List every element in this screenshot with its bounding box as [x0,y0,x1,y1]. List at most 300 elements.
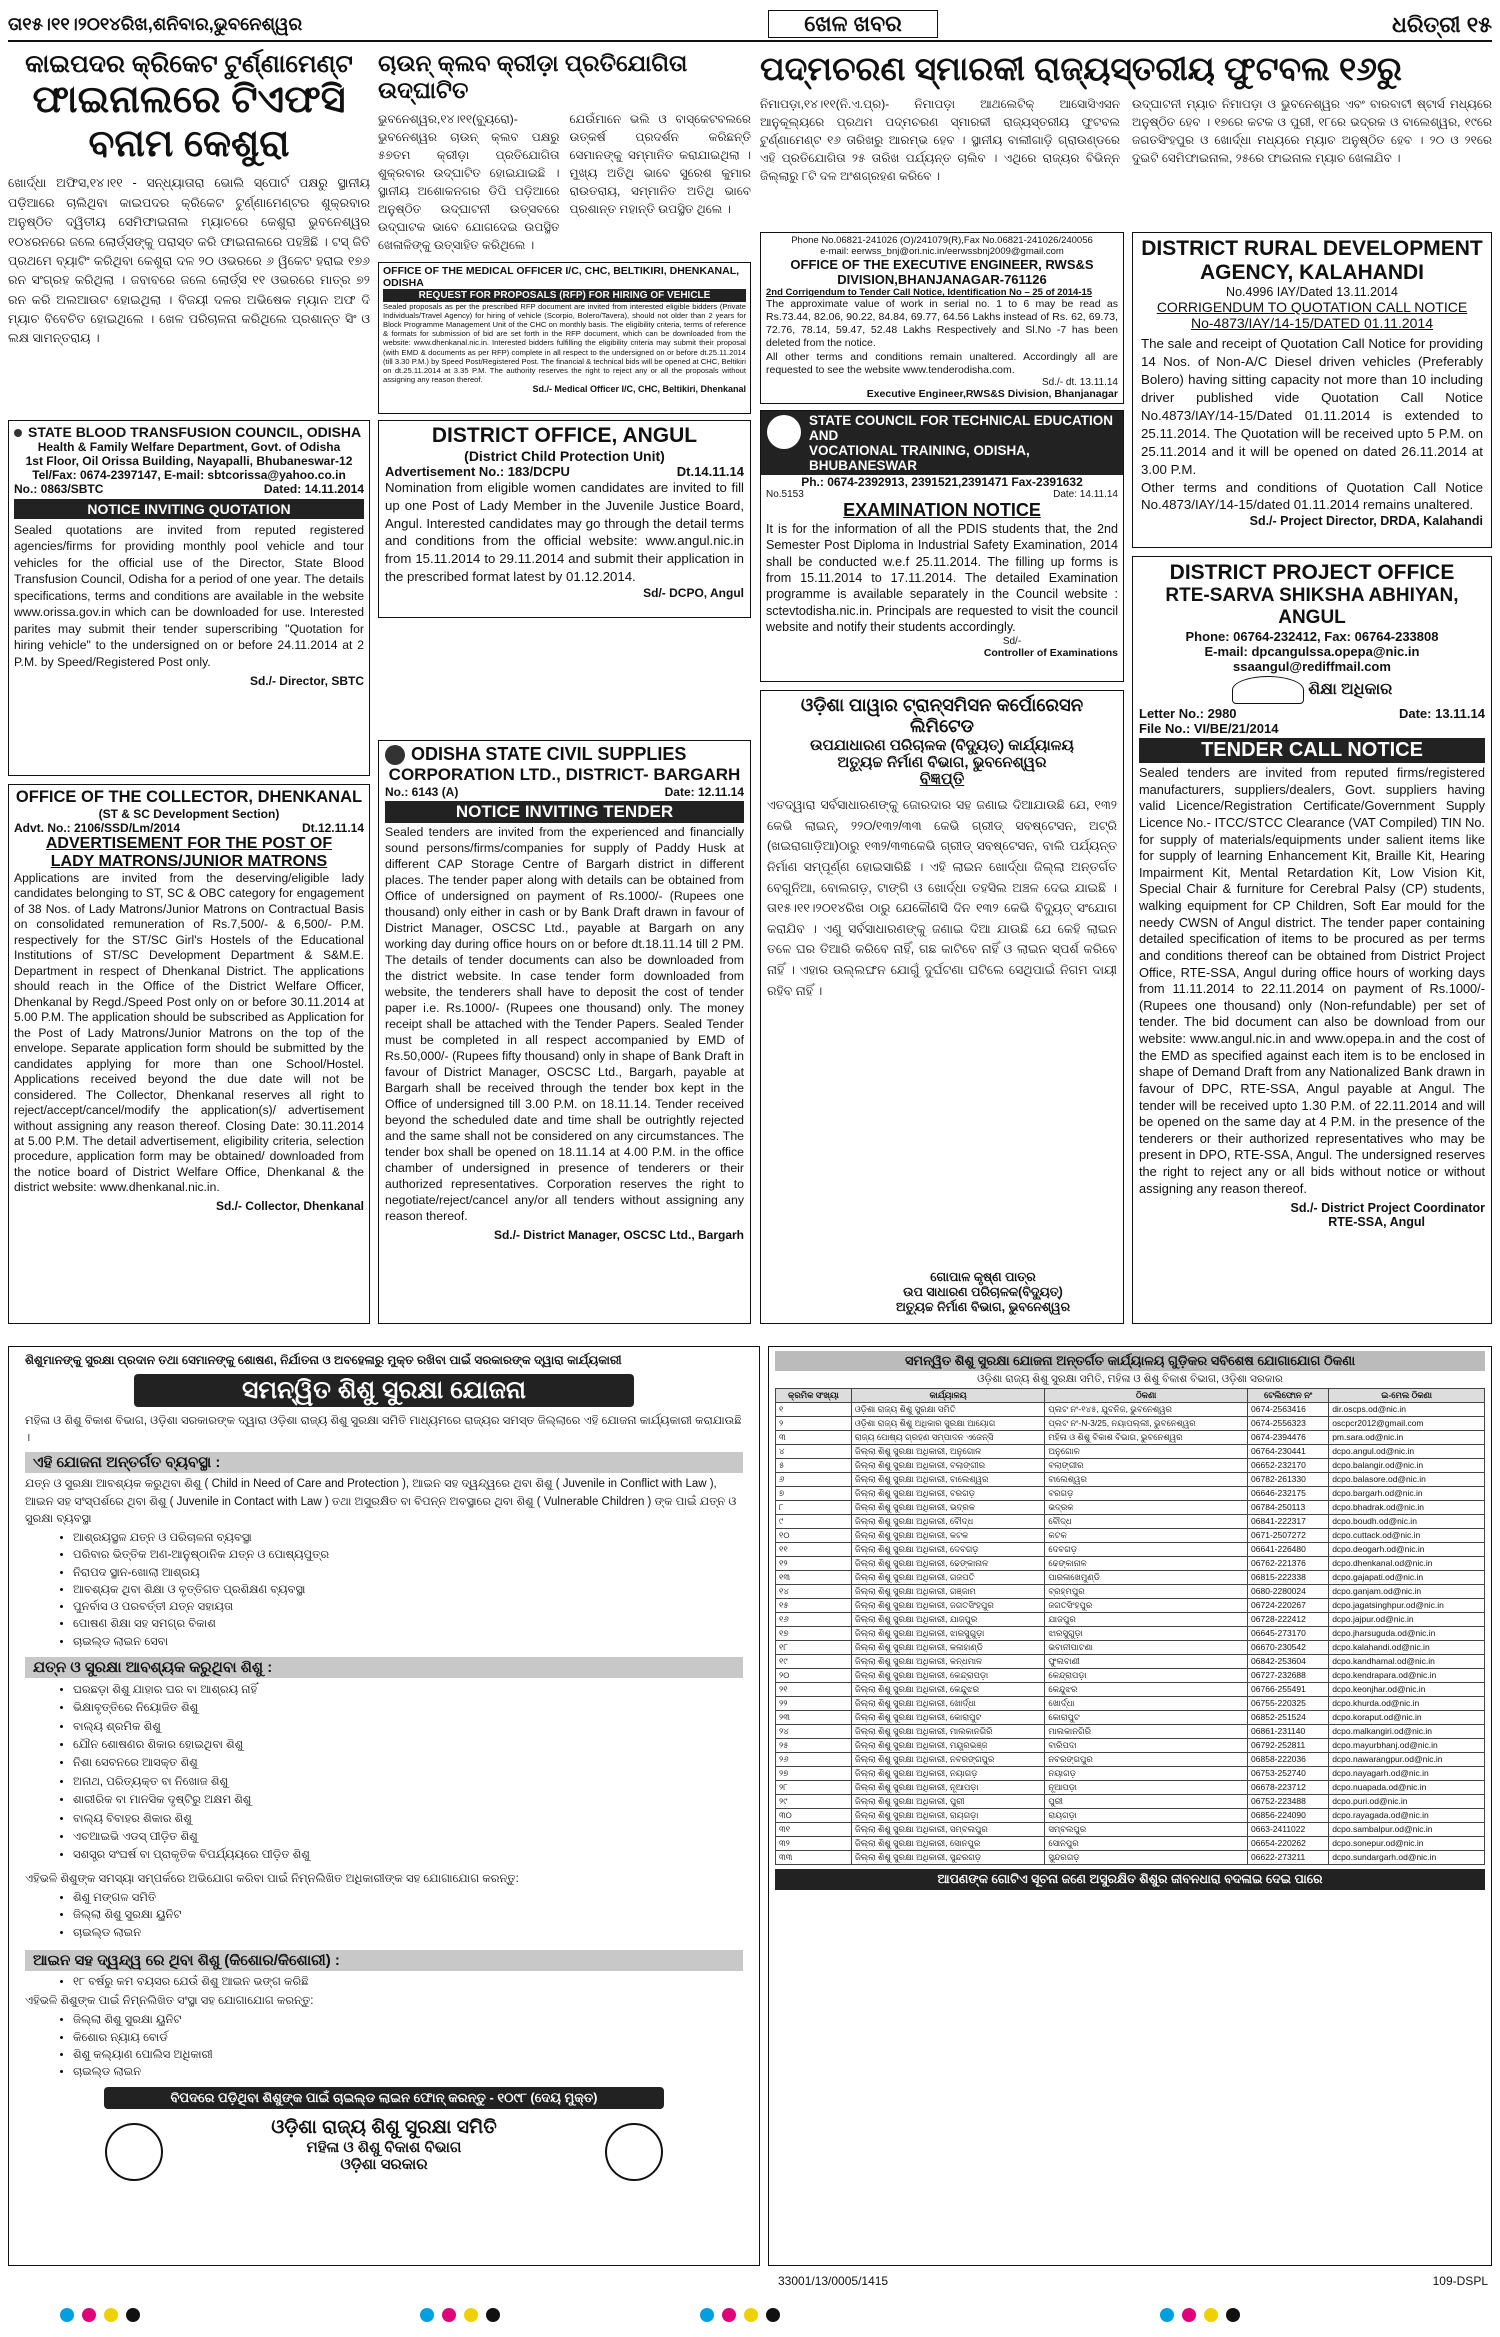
table-cell: 06641-226480 [1248,1543,1329,1557]
table-cell: ଜିଲ୍ଲା ଶିଶୁ ସୁରକ୍ଷା ଅଧିକାରୀ, କନ୍ଧମାଳ [851,1655,1044,1669]
table-cell: ୩୦ [776,1809,852,1823]
table-cell: ୩୩ [776,1851,852,1865]
table-row [776,1543,1485,1557]
table-cell: dcpo.sambalpur.od@nic.in [1329,1823,1485,1837]
club-body-1: ଭୁବନେଶ୍ୱର,୧୪।୧୧(ବ୍ୟୁରୋ)- ଭୁବନେଶ୍ୱର ଚାଉନ୍ କ୍ଲବ ପକ୍ଷରୁ ୫୭ତମ କ୍ରୀଡ଼ା ପ୍ରତିଯୋଗିତା ଶୁକ୍ରବାର ଉଦ୍‌ଘାଟିତ ହୋଇଯାଇଛି । ସ୍ଥାନୀୟ ଅଶୋକନଗର ଡିପି ପଡ଼ିଆରେ ଅନୁଷ୍ଠିତ ଉଦ୍‌ଘାଟନୀ ଉତ୍ସବରେ ଉଦ୍‌ଘାଟକ ଭାବେ ଯୋଗଦେଇ ଉପସ୍ଥିତ ଖେଳାଳିଙ୍କୁ ଉତ୍ସାହିତ କରିଥିଲେ । [378,112,560,252]
sbtc-dept: Health & Family Welfare Department, Govt. of Odisha [37,440,341,454]
table-cell: ସୋନପୁର [1045,1837,1248,1851]
table-cell: ୨୭ [776,1767,852,1781]
rte-bar: TENDER CALL NOTICE [1139,738,1485,763]
table-cell: 0680-2280024 [1248,1585,1329,1599]
table-cell: ରାଜ୍ୟ ପୋଷ୍ୟ ଗ୍ରହଣ ସମ୍ପାଦନ ଏଜେନ୍ସି [851,1431,1044,1445]
oscsc-logo-icon [385,745,405,765]
table-cell: ୩ [776,1431,852,1445]
drda-title-1: DISTRICT RURAL DEVELOPMENT [1141,237,1483,260]
rwss-email: e-mail: eerwss_bnj@ori.nic.in/eerwssbnj2009@gmail.com [820,246,1064,257]
rte-date: Date: 13.11.14 [1398,706,1485,721]
juvenile-item: • ୧୮ ବର୍ଷରୁ କମ ବୟସର ଯେଉଁ ଶିଶୁ ଆଇନ ଭଙ୍ଗ କରିଛି [73,1974,743,1991]
dcpu-sign: Sd/- DCPO, Angul [643,585,744,600]
table-cell: ଖୋର୍ଦ୍ଧା [1045,1697,1248,1711]
icps-list-4 [25,1974,743,1991]
table-cell: ୧୨ [776,1557,852,1571]
table-cell: ଓଡ଼ିଶା ରାଜ୍ୟ ଶିଶୁ ଅଧିକାର ସୁରକ୍ଷା ଆୟୋଗ [851,1417,1044,1431]
table-row [776,1403,1485,1417]
table-cell: ଝାରସୁଗୁଡ଼ା [1045,1627,1248,1641]
table-cell: ଢେଙ୍କାନାଳ [1045,1557,1248,1571]
table-cell: dcpo.dhenkanal.od@nic.in [1329,1557,1485,1571]
drda-body-2: Other terms and conditions of Quotation Call Notice No.4873/IAY/14-15/dated 01.11.2014 remains unaltered. [1141,479,1483,513]
ssa-logo-icon [1232,676,1304,704]
directory-column-header: ଇ-ମେଲ ଠିକଣା [1329,1389,1485,1403]
rte-email-2: ssaangul@rediffmail.com [1233,659,1391,674]
rwss-date: Sd./- dt. 13.11.14 [1042,376,1118,388]
table-cell: ବଲାଙ୍ଗୀର [1045,1459,1248,1473]
table-cell: dcpo.balangir.od@nic.in [1329,1459,1485,1473]
table-row [776,1431,1485,1445]
table-row [776,1669,1485,1683]
rte-letter: Letter No.: 2980 [1139,706,1237,721]
football-body-1: ନିମାପଡ଼ା,୧୪।୧୧(ନି.ଏ.ପ୍ର)- ନିମାପଡ଼ା ଆଥଲେଟିକ୍ ଆସୋସିଏସନ ଆନୁକୂଲ୍ୟରେ ପ୍ରଥମ ପଦ୍ମଚରଣ ସ୍ମାରକୀ ରାଜ୍ୟସ୍ତରୀୟ ଫୁଟବଲ ଟୁର୍ଣ୍ଣାମେଣ୍ଟ ୧୬ ତାରିଖରୁ ଆରମ୍ଭ ହେବ । ସ୍ଥାନୀୟ ବାଲୀଗାଡ଼ି ଗ୍ରାଉଣ୍ଡରେ ଏହି ପ୍ରତିଯୋଗିତା ୨୫ ତାରିଖ ପର୍ଯ୍ୟନ୍ତ ଚାଲିବ । ଏଥିରେ ରାଜ୍ୟର ବିଭିନ୍ନ ଜିଲ୍ଲାରୁ ୮ଟି ଦଳ ଅଂଶଗ୍ରହଣ କରିବେ । [760,97,1120,183]
table-cell: dcpo.koraput.od@nic.in [1329,1711,1485,1725]
sctevt-date: Date: 14.11.14 [1053,489,1118,500]
table-row [776,1599,1485,1613]
medical-sign: Sd./- Medical Officer I/C, CHC, Beltikiri, Dhenkanal [532,383,746,394]
table-row [776,1823,1485,1837]
provision-item: • ଆବଶ୍ୟକ ଥିବା ଶିକ୍ଷା ଓ ବୃତ୍ତିଗତ ପ୍ରଶିକ୍ଷଣ ବ୍ୟବସ୍ଥା [73,1582,743,1599]
table-row [776,1585,1485,1599]
football-story [760,50,1492,225]
directory-panel [768,1346,1492,2266]
table-cell: ଜିଲ୍ଲା ଶିଶୁ ସୁରକ୍ଷା ଅଧିକାରୀ, ବଲାଙ୍ଗୀର [851,1459,1044,1473]
icps-helpline: ବିପଦରେ ପଡ଼ିଥିବା ଶିଶୁଙ୍କ ପାଇଁ ଚାଇଲ୍ଡ ଲାଇନ ଫୋନ୍ କରନ୍ତୁ - ୧୦୯୮ (ଦେୟ ମୁକ୍ତ) [104,2087,664,2109]
table-row [776,1445,1485,1459]
registration-strip [0,2300,1500,2330]
cricket-kicker: କାଇପଦର କ୍ରିକେଟ ଟୁର୍ଣ୍ଣାମେଣ୍ଟ [25,50,353,78]
rwss-body-1: The approximate value of work in serial no. 1 to 6 may be read as Rs.73.44, 82.06, 90.22, 84.84, 69.77, 64.56 Lakhs instead of Rs. 62, 69.73, 72.76, 78.14, 59.47, 52.48 Lakhs Respectively and Sl.No -7 has been deleted from the notice. [766,298,1118,350]
table-cell: ରାୟଗଡ଼ା [1045,1809,1248,1823]
dcpu-sub: (District Child Protection Unit) [464,448,665,464]
table-cell: 06755-220325 [1248,1697,1329,1711]
oscsc-body: Sealed tenders are invited from the experienced and financially sound persons/firms/companies for supply of Paddy Husk at different CAP Storage Centre of Bargarh district in different places. The tender paper along with details can be obtained from Office of undersigned on payment of Rs.1000/- (Rupees one thousand) only either in cash or by Bank Draft drawn in favour of District Manager, OSCSC Ltd., payable at Bargarh on any working day during office hours on or before dt.18.11.14 till 2 PM. The details of tender documents can also be downloaded from the district website. In case tender form downloaded from website, the tenderers shall have to deposit the cost of tender paper i.e. Rs.1000/- (Rupees one thousand) only. The money receipt shall be attached with the Tender Papers. Sealed Tender must be completed in all respect accompanied by EMD of Rs.50,000/- (Rupees fifty thousand) only in shape of Bank Draft in favour of District Manager, OSCSC Ltd., Bargarh, payable at Bargarh shall be received through the tender box kept in the Office of undersigned till 3.00 P.M. on 18.11.14. Tender received beyond the scheduled date and time shall be outrightly rejected and the same shall not be considered on any circumstances. The tender box shall be opened on 18.11.14 at 4.00 P.M. in the office chamber of undersigned in presence of tenderers or their authorized representatives. Corporation reserves the right to negotiate/reject/cancel any/or all tenders without assigning any reason thereof. [385,825,744,1223]
sctevt-sign-1: Sd/- [1002,635,1022,647]
club-headline: ଚାଉନ୍ କ୍ଲବ କ୍ରୀଡ଼ା ପ୍ରତିଯୋଗିତା ଉଦ୍‌ଘାଟିତ [378,50,688,103]
registration-mark [1182,2308,1196,2322]
registration-mark [1160,2308,1174,2322]
football-body-2: ଉଦ୍‌ଘାଟନୀ ମ୍ୟାଚ ନିମାପଡ଼ା ଓ ଭୁବନେଶ୍ୱର ଏବଂ ବାରବାଟୀ ଷ୍ଟାର୍ସ ମଧ୍ୟରେ ଅନୁଷ୍ଠିତ ହେବ । ୧୭ରେ କଟକ ଓ ପୁରୀ, ୧୮ରେ ଭଦ୍ରକ ଓ ବାଲେଶ୍ୱର, ୧୯ରେ ଜଗତସିଂହପୁର ଓ ଖୋର୍ଦ୍ଧା ମଧ୍ୟରେ ମ୍ୟାଚ ଅନୁଷ୍ଠିତ ହେବ । ୨୦ ଓ ୨୧ରେ ଦୁଇଟି ସେମିଫାଇନାଲ, ୨୫ରେ ଫାଇନାଲ ମ୍ୟାଚ ଖେଳାଯିବ । [1132,97,1492,165]
table-cell: ୨୩ [776,1711,852,1725]
table-cell: ୨୫ [776,1739,852,1753]
sbtc-contact: Tel/Fax: 0674-2397147, E-mail: sbtcorissa@yahoo.co.in [32,468,346,482]
table-cell: ଜିଲ୍ଲା ଶିଶୁ ସୁରକ୍ଷା ଅଧିକାରୀ, ନୂଆପଡ଼ା [851,1781,1044,1795]
rte-email: E-mail: dpcangulssa.opepa@nic.in [1204,644,1420,659]
table-cell: dcpo.khurda.od@nic.in [1329,1697,1485,1711]
table-row [776,1655,1485,1669]
table-row [776,1753,1485,1767]
table-cell: dir.oscps.od@nic.in [1329,1403,1485,1417]
registration-mark [60,2308,74,2322]
vulnerable-child-item: • ଶାରୀରିକ ବା ମାନସିକ ଦୃଷ୍ଟିରୁ ଅକ୍ଷମ ଶିଶୁ [73,1791,743,1809]
table-row [776,1459,1485,1473]
registration-mark [420,2308,434,2322]
rwss-sign: Executive Engineer,RWS&S Division, Bhanjanagar [866,387,1118,400]
table-cell: ୨୪ [776,1725,852,1739]
table-cell: ଜିଲ୍ଲା ଶିଶୁ ସୁରକ୍ଷା ଅଧିକାରୀ, ଗଞ୍ଜାମ [851,1585,1044,1599]
table-cell: ଜିଲ୍ଲା ଶିଶୁ ସୁରକ୍ଷା ଅଧିକାରୀ, କଟକ [851,1529,1044,1543]
section-title: ଖେଳ ଖବର [768,10,938,38]
table-cell: 0674-2556323 [1248,1417,1329,1431]
collector-head-1: ADVERTISEMENT FOR THE POST OF [45,835,333,852]
table-cell: କେନ୍ଦ୍ରାପଡ଼ା [1045,1669,1248,1683]
registration-mark [722,2308,736,2322]
table-cell: ଜିଲ୍ଲା ଶିଶୁ ସୁରକ୍ଷା ଅଧିକାରୀ, ଦେବଗଡ଼ [851,1543,1044,1557]
table-row [776,1851,1485,1865]
icps-footer-1: ଓଡ଼ିଶା ରାଜ୍ୟ ଶିଶୁ ସୁରକ୍ଷା ସମିତି [271,2117,497,2139]
oscsc-sign: Sd./- District Manager, OSCSC Ltd., Bargarh [493,1227,744,1242]
optcl-head: ବିଜ୍ଞପ୍ତି [919,771,965,788]
table-cell: ବ୍ରହ୍ମପୁର [1045,1585,1248,1599]
table-cell: dcpo.boudh.od@nic.in [1329,1515,1485,1529]
table-cell: ନବରଙ୍ଗପୁର [1045,1753,1248,1767]
collector-sub: (ST & SC Development Section) [98,807,280,821]
table-cell: 06782-261330 [1248,1473,1329,1487]
optcl-sign-1: ଗୋପାଳ କୃଷ୍ଣ ପାତ୍ର [930,1270,1036,1284]
table-cell: dcpo.kalahandi.od@nic.in [1329,1641,1485,1655]
optcl-sub-2: ଅତ୍ୟୁଚ୍ଚ ନିର୍ମାଣ ବିଭାଗ, ଭୁବନେଶ୍ୱର [837,754,1047,771]
sbtc-notice [8,420,370,776]
rte-title-1: DISTRICT PROJECT OFFICE [1169,561,1455,584]
dcpu-adv: Advertisement No.: 183/DCPU [385,464,570,479]
icps-footer-3: ଓଡ଼ିଶା ସରକାର [340,2156,428,2174]
table-cell: 0671-2507272 [1248,1529,1329,1543]
odisha-emblem-icon [605,2123,663,2181]
juvenile-contact-item: • ଜିଲ୍ଲା ଶିଶୁ ସୁରକ୍ଷା ୟୁନିଟ [73,2012,743,2029]
sbtc-no: No.: 0863/SBTC [14,482,104,496]
slug-dspl: 109-DSPL [1432,2274,1488,2288]
table-cell: 06766-255491 [1248,1683,1329,1697]
registration-mark [700,2308,714,2322]
dcpu-title: DISTRICT OFFICE, ANGUL [431,424,698,447]
table-cell: ପାରଳାଖେମୁଣ୍ଡି [1045,1571,1248,1585]
directory-column-header: ଠିକଣା [1045,1389,1248,1403]
table-row [776,1725,1485,1739]
rwss-corrigendum: 2nd Corrigendum to Tender Call Notice, Identification No – 25 of 2014-15 [766,287,1093,298]
table-row [776,1781,1485,1795]
medical-bar: REQUEST FOR PROPOSALS (RFP) FOR HIRING OF VEHICLE [383,289,746,302]
directory-title: ସମନ୍ୱିତ ଶିଶୁ ସୁରକ୍ଷା ଯୋଜନା ଅନ୍ତର୍ଗତ କାର୍ଯ୍ୟାଳୟ ଗୁଡ଼ିକର ସବିଶେଷ ଯୋଗାଯୋଗ ଠିକଣା [775,1351,1485,1371]
medical-title: OFFICE OF THE MEDICAL OFFICER I/C, CHC, BELTIKIRI, DHENKANAL, ODISHA [383,265,740,289]
table-cell: 06753-252740 [1248,1767,1329,1781]
collector-head-2: LADY MATRONS/JUNIOR MATRONS [50,853,328,870]
registration-mark [82,2308,96,2322]
drda-corr-1: CORRIGENDUM TO QUOTATION CALL NOTICE [1156,299,1468,315]
vulnerable-child-item: • ବାଲ୍ୟ ବିବାହର ଶିକାର ଶିଶୁ [73,1810,743,1828]
icps-p2: ଯତ୍ନ ଓ ସୁରକ୍ଷା ଆବଶ୍ୟକ କରୁଥିବା ଶିଶୁ ( Child in Need of Care and Protection ), ଆଇନ ସହ ଦ୍ୱନ୍ଦ୍ୱରେ ଥିବା ଶିଶୁ ( Juvenile in Conflict with Law ), ଆଇନ ସହ ସଂସ୍ପର୍ଶରେ ଥିବା ଶିଶୁ ( Juvenile in Contact with Law ) ତଥା ଅସୁରକ୍ଷିତ ବା ବିପନ୍ନ ଅବସ୍ଥାରେ ଥିବା ଶିଶୁ ( Vulnerable Children ) ଙ୍କ ପାଇଁ ଯତ୍ନ ଓ ସୁରକ୍ଷା ବ୍ୟବସ୍ଥା [25,1478,737,1525]
optcl-signature [853,1270,1113,1315]
table-cell: ସମ୍ବଲପୁର [1045,1823,1248,1837]
icps-intro: ଶିଶୁମାନଙ୍କୁ ସୁରକ୍ଷା ପ୍ରଦାନ ତଥା ସେମାନଙ୍କୁ ଶୋଷଣ, ନିର୍ଯାତନା ଓ ଅବହେଳାରୁ ମୁକ୍ତ ରଖିବା ପାଇଁ ସରକାରଙ୍କ ଦ୍ୱାରା କାର୍ଯ୍ୟକାରୀ [25,1353,622,1367]
provision-item: • ଚାଇଲ୍ଡ ଲାଇନ ସେବା [73,1634,743,1651]
table-cell: ପୁରୀ [1045,1795,1248,1809]
sbtc-logo-icon [14,429,22,437]
table-cell: 06842-253604 [1248,1655,1329,1669]
vulnerable-child-item: • ନିଶା ସେବନରେ ଆସକ୍ତ ଶିଶୁ [73,1754,743,1772]
table-cell: ବାରିପଦା [1045,1739,1248,1753]
icps-h1: ଏହି ଯୋଜନା ଅନ୍ତର୍ଗତ ବ୍ୟବସ୍ଥା : [25,1452,743,1473]
vulnerable-child-item: • ସଶସ୍ତ୍ର ସଂଘର୍ଷ ବା ପ୍ରାକୃତିକ ବିପର୍ଯ୍ୟୟରେ ପୀଡ଼ିତ ଶିଶୁ [73,1846,743,1864]
sbtc-bar: NOTICE INVITING QUOTATION [14,499,364,519]
table-cell: dcpo.nayagarh.od@nic.in [1329,1767,1485,1781]
rwss-title-1: OFFICE OF THE EXECUTIVE ENGINEER, RWS&S [790,257,1094,272]
table-cell: ଜଗତସିଂହପୁର [1045,1599,1248,1613]
table-cell: ୨୦ [776,1669,852,1683]
table-cell: ଜିଲ୍ଲା ଶିଶୁ ସୁରକ୍ଷା ଅଧିକାରୀ, ଅନୁଗୋଳ [851,1445,1044,1459]
table-cell: 0663-2411022 [1248,1823,1329,1837]
table-cell: 06652-232170 [1248,1459,1329,1473]
table-cell: ଅନୁଗୋଳ [1045,1445,1248,1459]
table-cell: ପ୍ଲଟ ନଂ-୧୪୫, ଯୁବନିଜ, ଭୁବନେଶ୍ୱର [1045,1403,1248,1417]
table-cell: ୧୪ [776,1585,852,1599]
table-cell: ୧୧ [776,1543,852,1557]
table-cell: 06762-221376 [1248,1557,1329,1571]
sctevt-body: It is for the information of all the PDIS students that, the 2nd Semester Post Diploma in Industrial Safety Examination, 2014 shall be conducted w.e.f 25.11.2014. The filling up forms is from 15.11.2014 to 17.11.2014. The detailed Examination programme is available separately in the Council website : sctevtodisha.nic.in. Principals are requested to visit the council website and notify their students accordingly. [766,522,1118,635]
rwss-phone: Phone No.06821-241026 (O)/241079(R),Fax No.06821-241026/240056 [791,235,1093,246]
directory-footer: ଆପଣଙ୍କ ଗୋଟିଏ ସୂଚନା ଜଣେ ଅସୁରକ୍ଷିତ ଶିଶୁର ଜୀବନଧାରା ବଦଳାଇ ଦେଇ ପାରେ [775,1869,1485,1890]
table-cell: ଭଦ୍ରକ [1045,1501,1248,1515]
registration-mark [104,2308,118,2322]
icps-p4: ଏହିଭଳି ଶିଶୁଙ୍କ ପାଇଁ ନିମ୍ନଲିଖିତ ସଂସ୍ଥା ସହ ଯୋଗାଯୋଗ କରନ୍ତୁ: [25,1995,314,2007]
collector-title: OFFICE OF THE COLLECTOR, DHENKANAL [15,788,363,806]
table-cell: 0674-2563416 [1248,1403,1329,1417]
provision-item: • ଆଶ୍ରୟସ୍ଥଳ ଯତ୍ନ ଓ ପରିଚାଳନା ବ୍ୟବସ୍ଥା [73,1530,743,1547]
rte-sign-1: Sd./- District Project Coordinator [1290,1201,1485,1216]
vulnerable-child-item: • ଘରଛଡ଼ା ଶିଶୁ ଯାହାର ଘର ବା ଆଶ୍ରୟ ନାହିଁ [73,1681,743,1699]
rte-sign-2: RTE-SSA, Angul [1328,1215,1425,1230]
sbtc-title: STATE BLOOD TRANSFUSION COUNCIL, ODISHA [28,424,362,440]
dcpu-body: Nomination from eligible women candidates are invited to fill up one Post of Lady Member in the Juvenile Justice Board, Angul. Interested candidates may go through the detail terms and conditions from the official website: www.angul.nic.in from 15.11.2014 to 29.11.2014 and submit their application in the prescribed format latest by 01.12.2014. [385,480,744,585]
table-cell: ଜିଲ୍ଲା ଶିଶୁ ସୁରକ୍ଷା ଅଧିକାରୀ, ବରଗଡ଼ [851,1487,1044,1501]
icps-banner: ସମନ୍ୱିତ ଶିଶୁ ସୁରକ୍ଷା ଯୋଜନା [134,1374,634,1407]
table-cell: 06784-250113 [1248,1501,1329,1515]
table-cell: 06670-230542 [1248,1641,1329,1655]
icps-p3: ଏହିଭଳି ଶିଶୁଙ୍କ ସମସ୍ୟା ସମ୍ପର୍କରେ ଅଭିଯୋଗ କରିବା ପାଇଁ ନିମ୍ନଲିଖିତ ଅଧିକାରୀଙ୍କ ସହ ଯୋଗାଯୋଗ କରନ୍ତୁ: [25,1872,519,1885]
table-row [776,1739,1485,1753]
table-cell: ଜିଲ୍ଲା ଶିଶୁ ସୁରକ୍ଷା ଅଧିକାରୀ, କଳାହାଣ୍ଡି [851,1641,1044,1655]
directory-column-header: କାର୍ଯ୍ୟାଳୟ [851,1389,1044,1403]
sbtc-address: 1st Floor, Oil Orissa Building, Nayapalli, Bhubaneswar-12 [25,454,353,468]
registration-mark [464,2308,478,2322]
sbtc-sign: Sd./- Director, SBTC [249,674,364,689]
cricket-headline-2: ବନାମ କେଶୁରା [88,122,290,165]
table-cell: ଜିଲ୍ଲା ଶିଶୁ ସୁରକ୍ଷା ଅଧିକାରୀ, ନୟାଗଡ଼ [851,1767,1044,1781]
table-cell: dcpo.jajpur.od@nic.in [1329,1613,1485,1627]
sctevt-head: EXAMINATION NOTICE [843,500,1041,520]
table-cell: ୧୭ [776,1627,852,1641]
optcl-sign-3: ଅତ୍ୟୁଚ୍ଚ ନିର୍ମାଣ ବିଭାଗ, ଭୁବନେଶ୍ୱର [895,1300,1071,1314]
registration-mark [1204,2308,1218,2322]
table-cell: 06858-222036 [1248,1753,1329,1767]
table-cell: ଜିଲ୍ଲା ଶିଶୁ ସୁରକ୍ଷା ଅଧିକାରୀ, କୋରାପୁଟ [851,1711,1044,1725]
provision-item: • ପୋଷଣ ଶିକ୍ଷା ସହ ସମଗ୍ର ବିକାଶ [73,1616,743,1633]
table-row [776,1809,1485,1823]
table-row [776,1711,1485,1725]
table-cell: 06815-222338 [1248,1571,1329,1585]
table-cell: dcpo.keonjhar.od@nic.in [1329,1683,1485,1697]
icps-p1: ମହିଳା ଓ ଶିଶୁ ବିକାଶ ବିଭାଗ, ଓଡ଼ିଶା ସରକାରଙ୍କ ଦ୍ୱାରା ଓଡ଼ିଶା ରାଜ୍ୟ ଶିଶୁ ସୁରକ୍ଷା ସମିତି ମାଧ୍ୟମରେ ରାଜ୍ୟର ସମସ୍ତ ଜିଲ୍ଲାରେ ଏହି ଯୋଜନା କାର୍ଯ୍ୟକାରୀ କରାଯାଉଛି । [25,1415,742,1444]
table-cell: 06852-251524 [1248,1711,1329,1725]
sctevt-title-1: STATE COUNCIL FOR TECHNICAL EDUCATION AND [809,413,1113,443]
vulnerable-child-item: • ବାଲ୍ୟ ଶ୍ରମିକ ଶିଶୁ [73,1718,743,1736]
child-protection-logo-icon [105,2123,163,2181]
table-cell: ୧୯ [776,1655,852,1669]
table-cell: ୭ [776,1487,852,1501]
drda-corr-2: No-4873/IAY/14-15/DATED 01.11.2014 [1190,315,1434,331]
rte-logo-text: ଶିକ୍ଷା ଅଧିକାର [1308,681,1393,698]
print-slug [8,2272,1492,2292]
table-cell: ୧୮ [776,1641,852,1655]
table-cell: dcpo.jagatsinghpur.od@nic.in [1329,1599,1485,1613]
table-cell: dcpo.bhadrak.od@nic.in [1329,1501,1485,1515]
table-row [776,1557,1485,1571]
table-row [776,1487,1485,1501]
table-row [776,1795,1485,1809]
table-cell: ଜିଲ୍ଲା ଶିଶୁ ସୁରକ୍ଷା ଅଧିକାରୀ, ମାଲକାନଗିରି [851,1725,1044,1739]
table-cell: ୧ [776,1403,852,1417]
table-cell: ଜିଲ୍ଲା ଶିଶୁ ସୁରକ୍ଷା ଅଧିକାରୀ, ଝାରସୁଗୁଡ଼ା [851,1627,1044,1641]
sctevt-phone: Ph.: 0674-2392913, 2391521,2391471 Fax-2391632 [801,475,1083,489]
optcl-title: ଓଡ଼ିଶା ପାୱାର ଟ୍ରାନ୍ସମିସନ କର୍ପୋରେସନ ଲିମିଟେଡ [800,695,1084,736]
table-cell: ନୟାଗଡ଼ [1045,1767,1248,1781]
rwss-body-2: All other terms and conditions remain unaltered. Accordingly all are requested to see the website www.tenderodisha.com. [766,350,1118,376]
contact-authority-item: • ଚାଇଲ୍ଡ ଲାଇନ [73,1925,743,1942]
table-cell: 06728-222412 [1248,1613,1329,1627]
icps-list-1 [25,1530,743,1651]
table-row [776,1697,1485,1711]
table-cell: dcpo.nawarangpur.od@nic.in [1329,1753,1485,1767]
optcl-notice [760,690,1124,1324]
table-cell: dcpo.kandhamal.od@nic.in [1329,1655,1485,1669]
sctevt-sign-2: Controller of Examinations [983,646,1118,659]
sctevt-logo-icon [767,415,801,449]
sbtc-body: Sealed quotations are invited from reputed registered agencies/firms for providing monthly pool vehicle and tour vehicles for the official use of the Director, State Blood Transfusion Council, Odisha for a period of one year. The details specifications, terms and conditions are available in the website www.orissa.gov.in which can be downloaded for use. Interested parites may submit their tender superscribing "Quotation for hiring vehicle" to the undersigned on or before 24.11.2014 at 2 P.M. by Speed/Registered Post only. [14,523,364,669]
table-cell: dcpo.ganjam.od@nic.in [1329,1585,1485,1599]
oscsc-title-2: CORPORATION LTD., DISTRICT- BARGARH [388,765,741,785]
table-cell: dcpo.kendrapara.od@nic.in [1329,1669,1485,1683]
juvenile-contact-item: • ଚାଇଲ୍ଡ ଲାଇନ [73,2064,743,2081]
table-cell: ୨୮ [776,1781,852,1795]
drda-notice [1132,232,1492,548]
directory-column-header: ଟେଲିଫୋନ ନଂ [1248,1389,1329,1403]
table-cell: ଓଡ଼ିଶା ରାଜ୍ୟ ଶିଶୁ ସୁରକ୍ଷା ସମିତି [851,1403,1044,1417]
table-cell: oscpcr2012@gmail.com [1329,1417,1485,1431]
table-cell: dcpo.bargarh.od@nic.in [1329,1487,1485,1501]
table-cell: କଟକ [1045,1529,1248,1543]
icps-footer-2: ମହିଳା ଓ ଶିଶୁ ବିକାଶ ବିଭାଗ [306,2139,462,2157]
table-cell: 06856-224090 [1248,1809,1329,1823]
registration-mark [744,2308,758,2322]
table-cell: ଜିଲ୍ଲା ଶିଶୁ ସୁରକ୍ଷା ଅଧିକାରୀ, ପୁରୀ [851,1795,1044,1809]
table-cell: ୨୨ [776,1697,852,1711]
registration-mark [442,2308,456,2322]
table-cell: 06841-222317 [1248,1515,1329,1529]
oscsc-no: No.: 6143 (A) [385,785,459,800]
table-row [776,1529,1485,1543]
club-body-2: ଯେଉଁମାନେ ଭଲି ଓ ବାସ୍କେଟବଲରେ ଉତ୍କର୍ଷ ପ୍ରଦର୍ଶନ କରିଛନ୍ତି ସେମାନଙ୍କୁ ସମ୍ମାନିତ କରାଯାଇଥିଲା । ମୁଖ୍ୟ ଅତିଥି ଭାବେ ସୁରେଶ କୁମାର ରାଉତରାୟ, ସମ୍ମାନିତ ଅତିଥି ଭାବେ ପ୍ରଶାନ୍ତ ମହାନ୍ତି ଉପସ୍ଥିତ ଥିଲେ । [569,112,751,216]
table-row [776,1571,1485,1585]
table-cell: ୧୦ [776,1529,852,1543]
table-cell: ୩୨ [776,1837,852,1851]
table-cell: dcpo.puri.od@nic.in [1329,1795,1485,1809]
table-cell: ସୁନ୍ଦରଗଡ଼ [1045,1851,1248,1865]
table-row [776,1767,1485,1781]
table-cell: ୨୯ [776,1795,852,1809]
sctevt-header [761,411,1123,475]
table-cell: ଜିଲ୍ଲା ଶିଶୁ ସୁରକ୍ଷା ଅଧିକାରୀ, ନବରଙ୍ଗପୁର [851,1753,1044,1767]
table-cell: 06764-230441 [1248,1445,1329,1459]
table-cell: 06727-232688 [1248,1669,1329,1683]
table-cell: ୮ [776,1501,852,1515]
rte-file: File No.: VI/BE/21/2014 [1139,721,1279,736]
cricket-headline-1: ଫାଇନାଲରେ ଟିଏଫସି [32,79,346,121]
provision-item: • ପରିବାର ଭିତ୍ତିକ ଅଣ-ଆନୁଷ୍ଠାନିକ ଯତ୍ନ ଓ ପୋଷ୍ୟପୁତ୍ର [73,1547,743,1564]
table-cell: କେନ୍ଦୁଝର [1045,1683,1248,1697]
table-cell: 06724-220267 [1248,1599,1329,1613]
oscsc-date: Date: 12.11.14 [664,785,744,800]
collector-body: Applications are invited from the deserving/eligible lady candidates belonging to ST, SC & OBC category for engagement of 38 Nos. of Lady Matrons/Junior Matrons on Contractual Basis on consolidated remuneration of Rs.7,500/- & 6,500/- P.M. respectively for the ST/SC Girl's Hostels of the Educational Institutions of ST/SC Development Department & S&M.E. Department in respect of Dhenkanal District. The applications should reach in the Office of the District Welfare Officer, Dhenkanal by Regd./Speed Post only on or before 30.11.2014 at 5.00 P.M. The application should be subscribed as Application for the Post of Lady Matrons/Junior Matrons on the top of the envelope. Separate application form should be submitted by the candidates applying for more than one School/Hostel. Applications received beyond the due date will not be considered. The Collector, Dhenkanal reserves all right to reject/accept/cancel/modify the application(s)/ advertisement without assigning any reason thereof. Closing Date: 30.11.2014 at 5.00 P.M. The detail advertisement, eligibility criteria, selection procedure, application form may be obtained/ downloaded from the notice board of District Welfare Office, Dhenkanal & the district website: www.dhenkanal.nic.in. [14,871,364,1195]
icps-advert [8,1346,760,2266]
dcpu-notice [378,420,751,618]
rte-phone: Phone: 06764-232412, Fax: 06764-233808 [1185,629,1439,644]
contact-authority-item: • ଶିଶୁ ମଙ୍ଗଳ ସମିତି [73,1890,743,1907]
table-cell: ଜିଲ୍ଲା ଶିଶୁ ସୁରକ୍ଷା ଅଧିକାରୀ, ସୋନପୁର [851,1837,1044,1851]
drda-body-1: The sale and receipt of Quotation Call Notice for providing 14 Nos. of Non-A/C Diesel driven vehicles (Preferably Bolero) having sitting capacity not more than 10 including driver published vide Quotation Call Notice No.4873/IAY/14-15/Dated 01.11.2014 is extended to 25.11.2014. The Quotation will be received upto 5 P.M. on 25.11.2014 and it will be opened on dated 26.11.2014 at 3.00 P.M. [1141,336,1483,477]
icps-h2: ଯତ୍ନ ଓ ସୁରକ୍ଷା ଆବଶ୍ୟକ କରୁଥିବା ଶିଶୁ : [25,1657,743,1678]
rwss-notice [760,232,1124,404]
table-cell: ୯ [776,1515,852,1529]
table-cell: ନୂଆପଡ଼ା [1045,1781,1248,1795]
table-cell: ୧୬ [776,1613,852,1627]
icps-list-2 [25,1681,743,1865]
table-cell: ବାଲେଶ୍ୱର [1045,1473,1248,1487]
table-cell: କୋରାପୁଟ [1045,1711,1248,1725]
table-cell: dcpo.nuapada.od@nic.in [1329,1781,1485,1795]
table-cell: ୧୩ [776,1571,852,1585]
vulnerable-child-item: • ଏଚଆଇଭି ଏଡସ୍ ପୀଡ଼ିତ ଶିଶୁ [73,1828,743,1846]
oscsc-bar: NOTICE INVITING TENDER [385,801,744,823]
table-row [776,1837,1485,1851]
registration-mark [766,2308,780,2322]
table-cell: dcpo.gajapati.od@nic.in [1329,1571,1485,1585]
table-cell: 06678-223712 [1248,1781,1329,1795]
oscsc-notice [378,740,751,1324]
table-cell: 06861-231140 [1248,1725,1329,1739]
table-row [776,1613,1485,1627]
table-cell: 06645-273170 [1248,1627,1329,1641]
vulnerable-child-item: • ଅନାଥ, ପରିତ୍ୟକ୍ତ ବା ନିଖୋଜ ଶିଶୁ [73,1773,743,1791]
medical-body: Sealed proposals as per the prescribed RFP document are invited from interested eligible bidders (Private Individuals/Travel Agency) for hiring of vehicle (Scorpio, Bolero/Tavera), should not older than 2 years for Block Programme Management Unit of the CHC on monthly basis. The eligibility criteria, terms of reference & formats for submission of bid are set forth in the RFP document, which can be downloaded from the website: www.dhenkanal.nic.in. Interested bidders fulfilling the eligibility criteria may submit their proposal (with EMD & documents as per RFP) complete in all respect to the undersigned on or before dt.25.11.2014 (till 3.30 P.M.) by Speed Post/Registered Post. The financial & technical bids will be opened at CHC, Beltikiri on dt.25.11.2014 at 3.35 P.M. The authority reserves the right to reject any or all the proposals without assigning any reason thereof. [383,302,746,384]
table-cell: dcpo.sundargarh.od@nic.in [1329,1851,1485,1865]
icps-footer [25,2113,743,2203]
table-cell: ଦେବଗଡ଼ [1045,1543,1248,1557]
icps-list-5 [25,2012,743,2081]
table-cell: ଭବାନୀପାଟଣା [1045,1641,1248,1655]
table-cell: 06646-232175 [1248,1487,1329,1501]
vulnerable-child-item: • ଭିକ୍ଷାବୃତ୍ତିରେ ନିୟୋଜିତ ଶିଶୁ [73,1699,743,1717]
table-row [776,1683,1485,1697]
football-headline: ପଦ୍ମଚରଣ ସ୍ମାରକୀ ରାଜ୍ୟସ୍ତରୀୟ ଫୁଟବଲ ୧୬ରୁ [760,50,1402,87]
table-cell: ପ୍ଲଟ ନଂ-N-3/25, ନୟାପଲ୍ଲୀ, ଭୁବନେଶ୍ୱର [1045,1417,1248,1431]
table-cell: ବରଗଡ଼ [1045,1487,1248,1501]
table-cell: dcpo.malkangiri.od@nic.in [1329,1725,1485,1739]
